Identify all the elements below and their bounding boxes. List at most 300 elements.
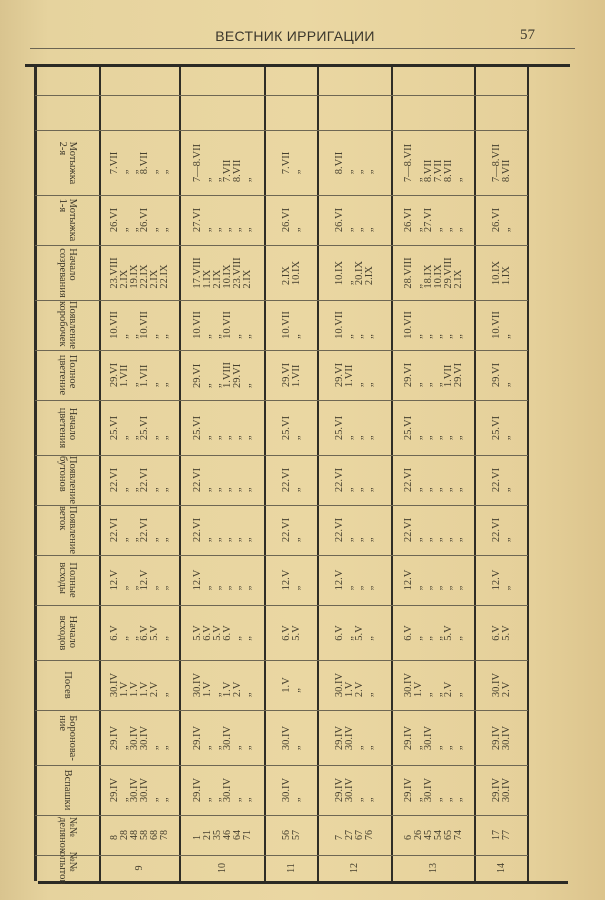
cell-value: „ xyxy=(211,537,223,543)
cell-value: „ xyxy=(211,227,223,233)
cell-value: „ xyxy=(432,334,444,339)
cell-ripening-start xyxy=(100,245,180,300)
cell-value: 1.VIII xyxy=(221,362,233,388)
cell-flowering-full xyxy=(318,350,392,400)
cell-value: 30.IV xyxy=(280,777,292,803)
row-header-label: созревания xyxy=(56,247,68,298)
cell-value: „ xyxy=(231,227,243,233)
cell-value: „ xyxy=(129,382,140,388)
cell-value: „ xyxy=(119,537,130,543)
row-header-hoeing-1 xyxy=(35,195,100,245)
cell-value: „ xyxy=(159,434,170,440)
cell-value: 27 xyxy=(344,830,355,840)
cell-value: 29.IV xyxy=(490,725,502,750)
row-header-plowing xyxy=(35,765,100,815)
cell-value: 30.IV xyxy=(280,725,292,750)
cell-value: 30.IV xyxy=(402,672,414,698)
cell-value: 29.IV xyxy=(402,725,414,750)
cell-experiment xyxy=(265,855,318,881)
row-header-flowering-start xyxy=(35,400,100,455)
cell-value: „ xyxy=(344,334,355,339)
cell-value: 1.V xyxy=(412,681,424,698)
cell-value: 2.IX xyxy=(364,265,375,285)
cell-value: „ xyxy=(344,169,355,174)
cell-value: 29.IV xyxy=(334,725,345,750)
cell-value: 29.VI xyxy=(334,362,345,388)
cell-value: „ xyxy=(241,537,253,543)
row-header-label: цветение xyxy=(56,354,68,396)
cell-value: 25.VI xyxy=(490,415,502,440)
cell-value: „ xyxy=(452,434,464,440)
cell-value: 10.IX xyxy=(221,263,233,289)
cell-value: 1.IX xyxy=(201,269,213,289)
cell-value: „ xyxy=(159,169,170,174)
cell-value: 23.VIII xyxy=(231,256,243,289)
cell-experiment xyxy=(392,855,475,881)
cell-value: 2.V xyxy=(442,681,454,698)
cell-value: „ xyxy=(412,744,424,750)
cell-value: „ xyxy=(422,692,434,698)
cell-value: „ xyxy=(159,334,170,339)
cell-value: 25.VI xyxy=(191,415,203,440)
cell-value: „ xyxy=(159,585,170,591)
cell-value: „ xyxy=(231,585,243,591)
cell-value: 10.VII xyxy=(109,311,120,339)
cell-emergence-full xyxy=(475,555,528,605)
cell-value: „ xyxy=(364,635,375,641)
cell-value: „ xyxy=(221,227,233,233)
row-header-label: №№ xyxy=(66,816,78,838)
cell-value: 29.VI xyxy=(280,362,292,388)
cell-value: „ xyxy=(201,383,213,388)
cell-value: 6.V xyxy=(221,624,233,641)
cell-value: 6.V xyxy=(490,624,502,641)
cell-sowing xyxy=(475,660,528,710)
cell-value: 12.V xyxy=(490,569,502,591)
cell-value: 45 xyxy=(422,830,434,840)
cell-bolls xyxy=(265,300,318,350)
cell-value: 2.IX xyxy=(452,269,464,289)
cell-value: 30.IV xyxy=(221,777,233,803)
cell-value: „ xyxy=(442,537,454,543)
cell-value: „ xyxy=(149,434,160,440)
cell-value: 10.IX xyxy=(290,260,302,285)
cell-value: „ xyxy=(354,334,365,339)
cell-value: 11 xyxy=(285,863,297,873)
cell-plowing xyxy=(100,765,180,815)
cell-value: „ xyxy=(231,635,243,641)
cell-value: 29.IV xyxy=(490,777,502,803)
cell-value: „ xyxy=(211,383,223,388)
cell-value: „ xyxy=(129,585,140,591)
cell-value: „ xyxy=(354,487,365,493)
cell-value: 2.IX xyxy=(211,269,223,289)
cell-value: „ xyxy=(159,487,170,493)
cell-value: 22.IX xyxy=(139,263,150,289)
cell-value: „ xyxy=(231,434,243,440)
cell-value: 64 xyxy=(231,830,243,840)
row-header-label: делянок xyxy=(56,816,68,854)
cell-value: 22.VI xyxy=(139,517,150,543)
row-header-label: Начало xyxy=(66,407,78,440)
cell-value: „ xyxy=(241,692,253,698)
cell-value: „ xyxy=(129,227,140,233)
cell-sowing xyxy=(180,660,265,710)
cell-value: 1.VII xyxy=(442,364,454,388)
cell-value: 26.VI xyxy=(490,207,502,233)
cell-emergence-start xyxy=(392,605,475,660)
cell-value: 22.VI xyxy=(402,467,414,493)
cell-value: 2.IX xyxy=(280,265,292,285)
cell-buds xyxy=(265,455,318,505)
cell-value: „ xyxy=(344,585,355,591)
cell-value: 1.V xyxy=(119,681,130,698)
cell-plowing xyxy=(475,765,528,815)
cell-value: „ xyxy=(432,744,444,750)
cell-bolls xyxy=(100,300,180,350)
cell-value: 29.IV xyxy=(109,725,120,750)
cell-value: 19.IX xyxy=(129,263,140,289)
cell-value: 2.IX xyxy=(149,269,160,289)
cell-value: „ xyxy=(354,227,365,233)
cell-emergence-full xyxy=(100,555,180,605)
cell-emergence-full xyxy=(318,555,392,605)
cell-value: „ xyxy=(412,487,424,493)
cell-value: „ xyxy=(364,744,375,750)
cell-value: „ xyxy=(231,334,243,339)
cell-value: 12.V xyxy=(334,569,345,591)
row-header-label: Полное xyxy=(66,354,78,389)
row-header-label: веток xyxy=(56,505,68,531)
cell-value: „ xyxy=(221,487,233,493)
cell-value: „ xyxy=(500,382,512,388)
cell-value: 22.IX xyxy=(159,263,170,289)
cell-emergence-start xyxy=(265,605,318,660)
cell-value: „ xyxy=(432,797,444,803)
cell-flowering-start xyxy=(392,400,475,455)
cell-value: 22.VI xyxy=(139,467,150,493)
cell-value: 22.VI xyxy=(280,467,292,493)
cell-value: 10.VII xyxy=(221,311,233,339)
cell-value: 1.V xyxy=(201,681,213,698)
cell-value: 12.V xyxy=(109,569,120,591)
cell-hoeing-2 xyxy=(392,130,475,195)
cell-value: „ xyxy=(241,176,253,182)
cell-plots xyxy=(180,815,265,855)
cell-value: „ xyxy=(422,635,434,641)
cell-branches xyxy=(180,505,265,555)
cell-value: 12.V xyxy=(280,569,292,591)
cell-experiment xyxy=(180,855,265,881)
cell-value: „ xyxy=(231,744,243,750)
cell-value: „ xyxy=(129,169,140,174)
cell-emergence-full xyxy=(180,555,265,605)
cell-branches xyxy=(100,505,180,555)
cell-value: „ xyxy=(412,434,424,440)
cell-value: 29.VI xyxy=(490,362,502,388)
cell-value: 8.VII xyxy=(442,159,454,182)
cell-value: „ xyxy=(500,334,512,339)
row-header-label: 1-я xyxy=(56,198,68,213)
row-header-label: Посев xyxy=(61,671,73,699)
cell-value: 77 xyxy=(500,830,512,840)
cell-value: 21 xyxy=(201,830,213,840)
row-header-experiment xyxy=(35,851,100,885)
cell-bolls xyxy=(475,300,528,350)
cell-value: „ xyxy=(221,537,233,543)
cell-value: „ xyxy=(364,382,375,388)
cell-value: „ xyxy=(364,692,375,698)
cell-value: 71 xyxy=(241,830,253,840)
row-header-label: Появление xyxy=(66,300,78,350)
cell-value: 10.VII xyxy=(139,311,150,339)
cell-value: 12.V xyxy=(402,569,414,591)
cell-value: 6.V xyxy=(334,624,345,641)
cell-bolls xyxy=(318,300,392,350)
cell-hoeing-2 xyxy=(180,130,265,195)
cell-value: 29.VI xyxy=(452,362,464,388)
cell-value: „ xyxy=(241,334,253,339)
cell-value: 26.VI xyxy=(109,207,120,233)
cell-value: 14 xyxy=(495,863,507,873)
cell-value: „ xyxy=(354,537,365,543)
row-header-label: бутонов xyxy=(56,455,68,492)
cell-value: 1.V xyxy=(280,677,292,693)
cell-value: „ xyxy=(129,334,140,339)
cell-value: „ xyxy=(452,797,464,803)
row-header-label: Мотыжка xyxy=(66,141,78,184)
row-header-buds xyxy=(35,455,100,505)
cell-buds xyxy=(318,455,392,505)
row-header-label: Боронова- xyxy=(66,714,78,761)
cell-value: 6 xyxy=(402,835,414,840)
cell-harrowing xyxy=(265,710,318,765)
cell-value: 12.V xyxy=(191,569,203,591)
cell-value: 30.IV xyxy=(344,725,355,750)
row-header-label: ние xyxy=(56,714,68,731)
cell-value: „ xyxy=(364,434,375,440)
cell-value: 46 xyxy=(221,830,233,840)
cell-value: 35 xyxy=(211,830,223,840)
cell-value: 22.VI xyxy=(191,467,203,493)
cell-value: „ xyxy=(290,744,302,750)
cell-value: „ xyxy=(412,334,424,339)
cell-value: 28.VIII xyxy=(402,256,414,289)
cell-value: 74 xyxy=(452,830,464,840)
cell-value: „ xyxy=(500,227,512,233)
cell-buds xyxy=(180,455,265,505)
cell-emergence-start xyxy=(180,605,265,660)
cell-harrowing xyxy=(100,710,180,765)
cell-value: 57 xyxy=(290,830,302,840)
cell-flowering-full xyxy=(100,350,180,400)
cell-experiment xyxy=(475,855,528,881)
cell-value: 7.VII xyxy=(432,159,444,182)
cell-sowing xyxy=(318,660,392,710)
cell-value: 7.VII xyxy=(109,151,120,174)
cell-value: 68 xyxy=(149,830,160,840)
cell-plots xyxy=(265,815,318,855)
cell-value: „ xyxy=(119,487,130,493)
cell-value: „ xyxy=(432,382,444,388)
cell-value: 1.V xyxy=(139,681,150,698)
cell-value: „ xyxy=(354,434,365,440)
cell-value: „ xyxy=(344,537,355,543)
cell-value: „ xyxy=(354,585,365,591)
cell-value: „ xyxy=(422,382,434,388)
cell-value: „ xyxy=(211,692,223,698)
cell-value: 30.IV xyxy=(500,725,512,750)
cell-value: 25.VI xyxy=(139,415,150,440)
cell-value: 29.VI xyxy=(402,362,414,388)
cell-value: „ xyxy=(201,585,213,591)
cell-value: 6.V xyxy=(201,624,213,641)
cell-value: „ xyxy=(211,434,223,440)
cell-harrowing xyxy=(180,710,265,765)
row-header-label: Вспашки xyxy=(61,769,73,811)
cell-ripening-start xyxy=(392,245,475,300)
cell-value: „ xyxy=(412,382,424,388)
cell-value: „ xyxy=(412,585,424,591)
cell-value: 65 xyxy=(442,830,454,840)
cell-value: 2.V xyxy=(231,681,243,698)
cell-flowering-full xyxy=(265,350,318,400)
cell-value: „ xyxy=(149,227,160,233)
cell-value: 30.IV xyxy=(139,777,150,803)
cell-value: „ xyxy=(364,487,375,493)
cell-value: „ xyxy=(432,227,444,233)
cell-value: „ xyxy=(344,487,355,493)
cell-value: „ xyxy=(241,797,253,803)
cell-value: 29.VIII xyxy=(442,256,454,289)
cell-value: „ xyxy=(159,227,170,233)
cell-buds xyxy=(100,455,180,505)
cell-value: 30.IV xyxy=(109,672,120,698)
cell-emergence-full xyxy=(265,555,318,605)
cell-experiment xyxy=(100,855,180,881)
cell-value: 29.VI xyxy=(191,363,203,388)
row-header-label: Начало xyxy=(66,247,78,281)
row-header-plots xyxy=(35,815,100,855)
cell-value: „ xyxy=(442,585,454,591)
cell-value: 22.VI xyxy=(191,517,203,543)
cell-value: 58 xyxy=(139,830,150,840)
row-header-label: опытов xyxy=(56,851,68,885)
cell-value: 23.VIII xyxy=(109,256,120,289)
cell-value: „ xyxy=(500,585,512,591)
cell-buds xyxy=(475,455,528,505)
cell-value: 67 xyxy=(354,830,365,840)
cell-value: „ xyxy=(290,169,302,174)
cell-value: „ xyxy=(129,487,140,493)
cell-ripening-start xyxy=(318,245,392,300)
cell-value: 25.VI xyxy=(402,415,414,440)
cell-value: „ xyxy=(290,434,302,440)
cell-value: „ xyxy=(241,227,253,233)
cell-value: 12.V xyxy=(139,569,150,591)
cell-value: „ xyxy=(344,279,355,285)
cell-value: 26.VI xyxy=(280,207,292,233)
row-header-emergence-full xyxy=(35,555,100,605)
cell-plots xyxy=(100,815,180,855)
cell-value: 7.VII xyxy=(221,159,233,182)
cell-value: „ xyxy=(364,797,375,803)
row-header-label: Появление xyxy=(66,505,78,555)
cell-buds xyxy=(392,455,475,505)
page-number: 57 xyxy=(520,27,535,43)
cell-bolls xyxy=(180,300,265,350)
cell-value: „ xyxy=(149,585,160,591)
cell-value: 10.VII xyxy=(490,311,502,339)
cell-value: „ xyxy=(201,176,213,182)
cell-value: „ xyxy=(452,334,464,339)
cell-value: 22.VI xyxy=(402,517,414,543)
cell-value: „ xyxy=(211,487,223,493)
cell-value: „ xyxy=(290,537,302,543)
cell-value: 25.VI xyxy=(109,415,120,440)
cell-value: „ xyxy=(290,487,302,493)
cell-value: 30.IV xyxy=(334,672,345,698)
cell-emergence-start xyxy=(100,605,180,660)
row-header-label: Появление xyxy=(66,455,78,505)
cell-value: 8.VII xyxy=(500,159,512,182)
cell-value: 25.VI xyxy=(280,415,292,440)
cell-value: „ xyxy=(364,537,375,543)
cell-value: 10.VII xyxy=(402,311,414,339)
cell-value: 13 xyxy=(427,863,439,873)
row-header-label: Начало xyxy=(66,615,78,648)
cell-value: „ xyxy=(241,487,253,493)
cell-hoeing-2 xyxy=(100,130,180,195)
cell-value: „ xyxy=(442,334,454,339)
cell-value: „ xyxy=(432,635,444,641)
cell-value: 48 xyxy=(129,830,140,840)
cell-value: „ xyxy=(422,537,434,543)
cell-value: 5.V xyxy=(149,624,160,641)
cell-value: „ xyxy=(354,744,365,750)
cell-value: „ xyxy=(159,635,170,641)
cell-value: „ xyxy=(442,434,454,440)
cell-value: 2.V xyxy=(354,681,365,698)
cell-flowering-start xyxy=(475,400,528,455)
cell-hoeing-1 xyxy=(265,195,318,245)
cell-value: 8.VII xyxy=(422,159,434,182)
cell-branches xyxy=(265,505,318,555)
cell-value: „ xyxy=(422,334,434,339)
cell-sowing xyxy=(100,660,180,710)
cell-value: „ xyxy=(412,227,424,233)
row-header-label: Мотыжка xyxy=(66,198,78,242)
cell-value: „ xyxy=(452,744,464,750)
cell-value: 76 xyxy=(364,830,375,840)
cell-value: 1.VII xyxy=(344,364,355,388)
cell-value: 2.V xyxy=(500,681,512,698)
cell-value: „ xyxy=(442,744,454,750)
cell-plots xyxy=(318,815,392,855)
cell-value: „ xyxy=(412,176,424,182)
cell-value: „ xyxy=(231,487,243,493)
cell-harrowing xyxy=(392,710,475,765)
cell-value: „ xyxy=(119,585,130,591)
cell-value: „ xyxy=(201,227,213,233)
cell-value: 27.VI xyxy=(422,207,434,233)
cell-value: 29.VI xyxy=(231,363,243,388)
cell-value: 1.VII xyxy=(139,364,150,388)
row-header-flowering-full xyxy=(35,350,100,400)
cell-flowering-start xyxy=(318,400,392,455)
cell-value: 10.IX xyxy=(334,260,345,285)
cell-hoeing-2 xyxy=(475,130,528,195)
